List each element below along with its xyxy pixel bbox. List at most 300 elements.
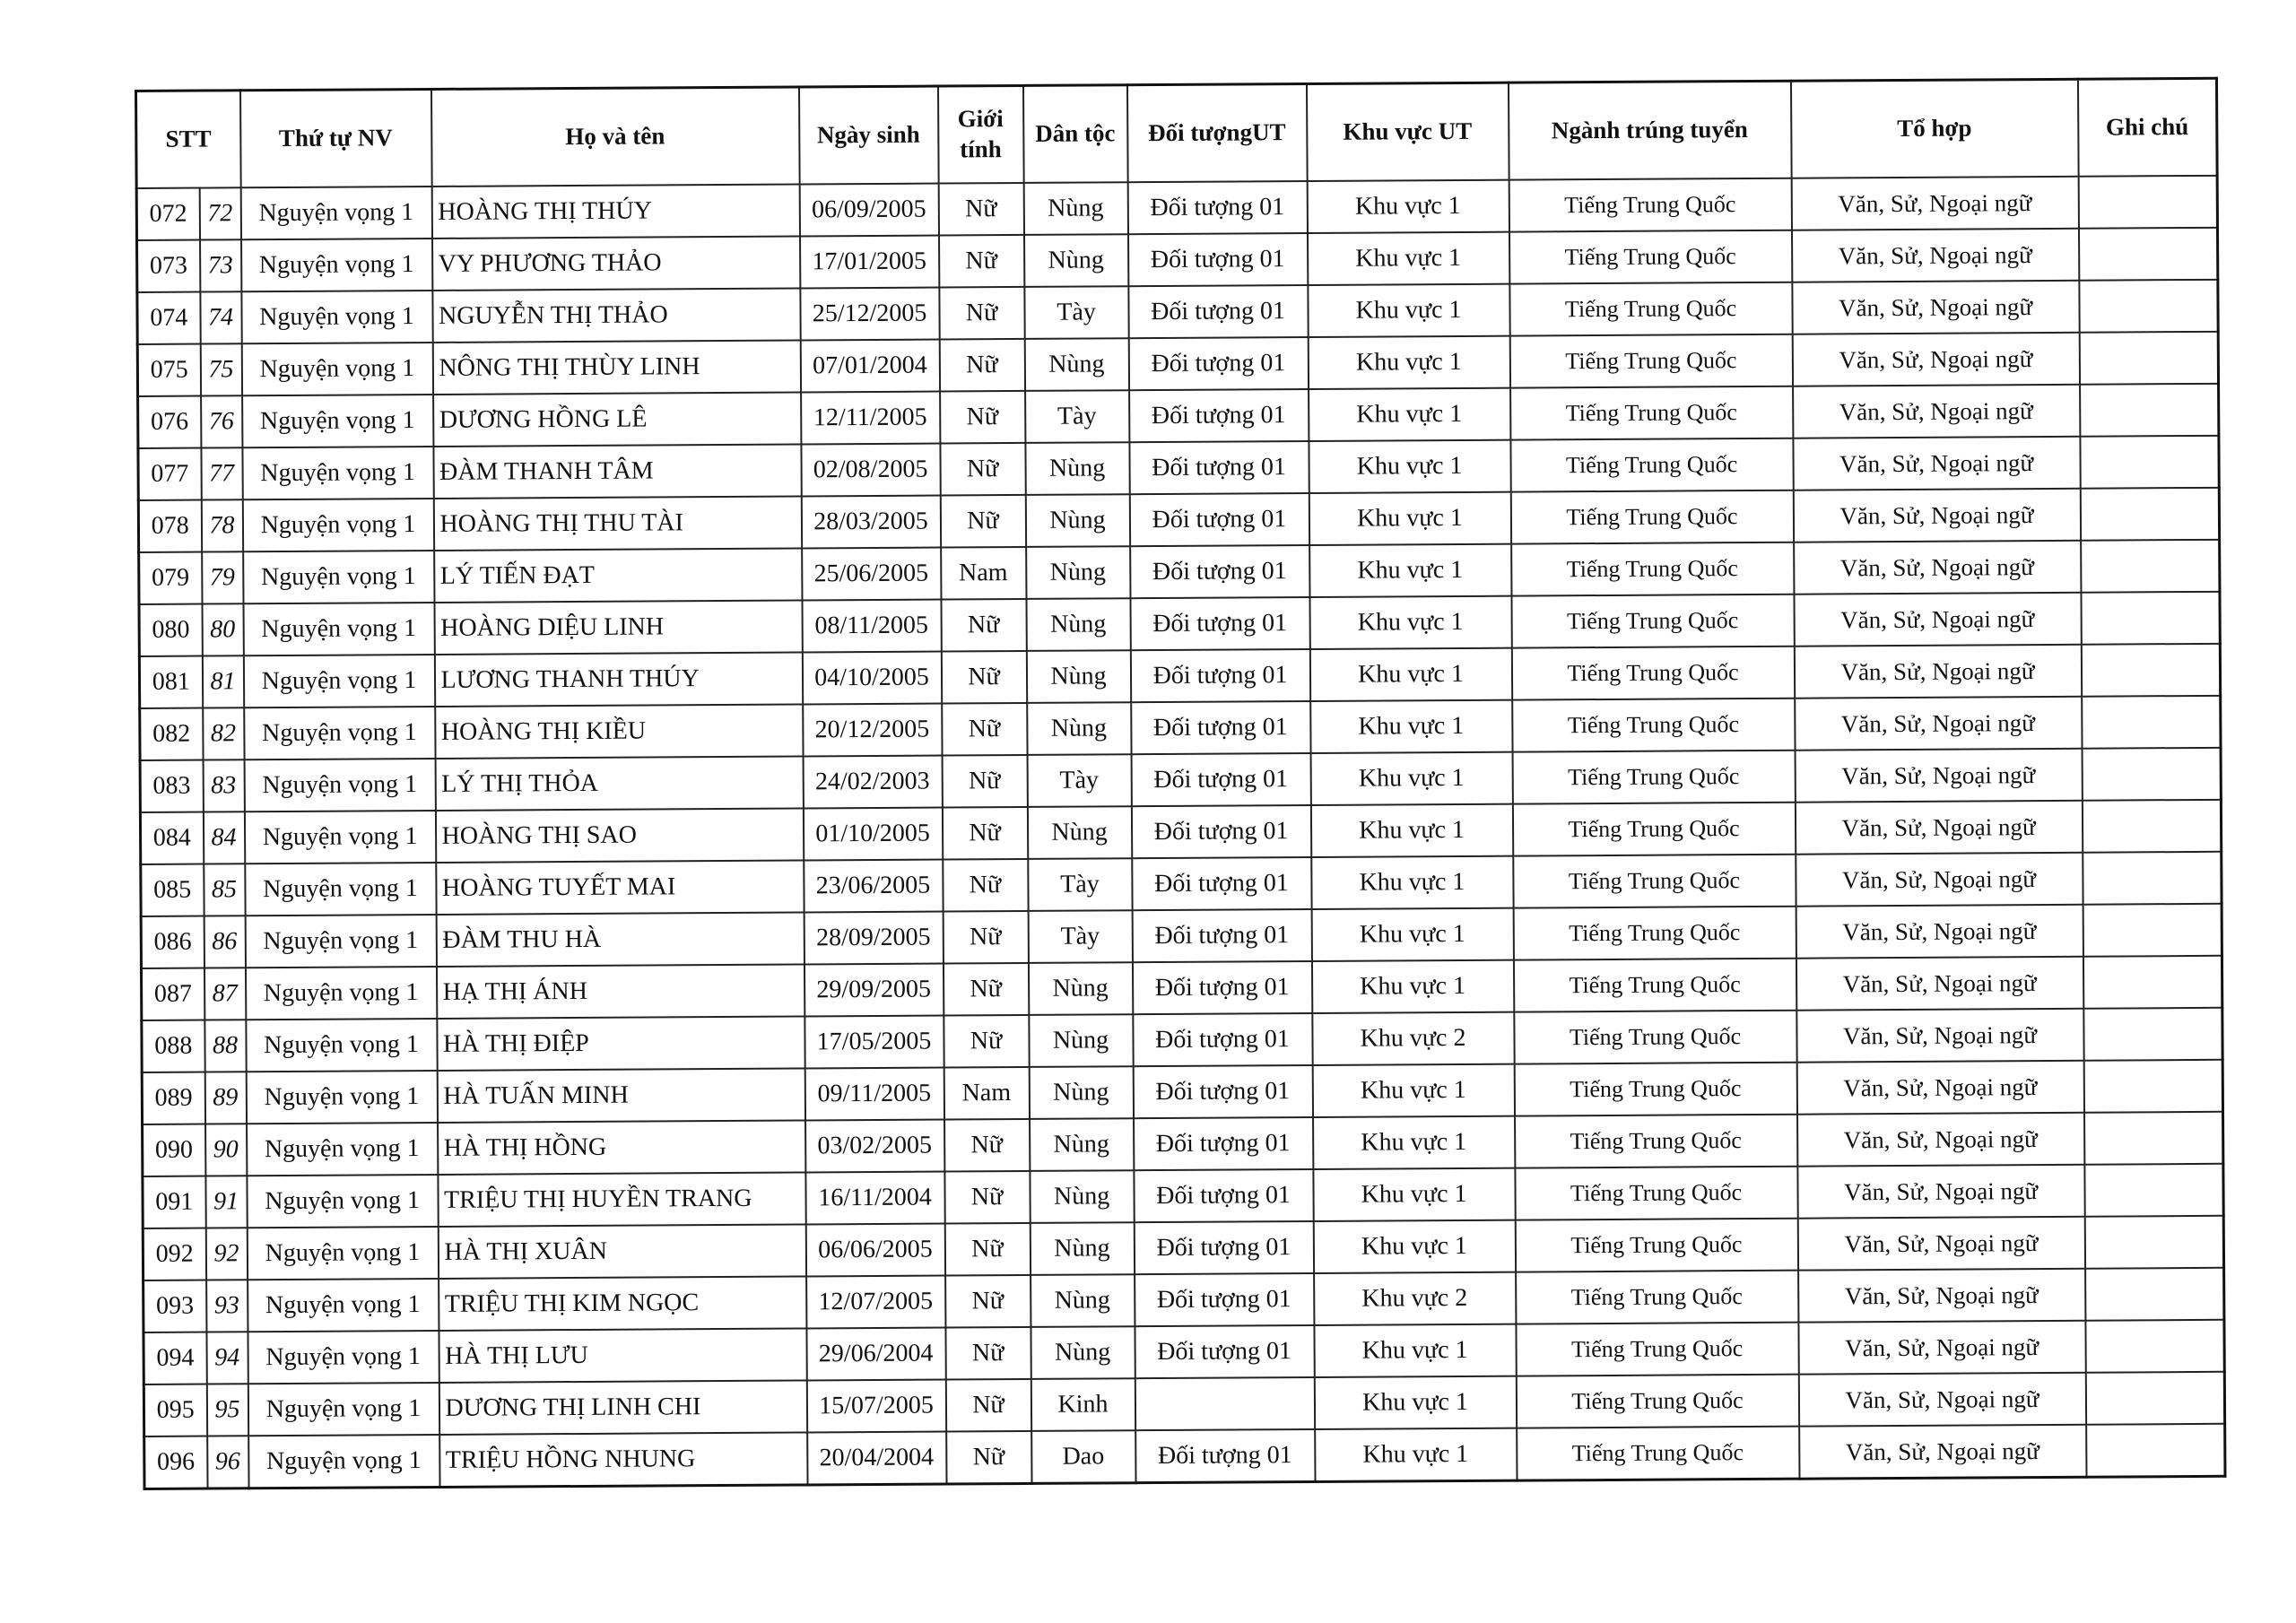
admission-table [135,77,2227,1490]
cell-dan-toc: Tày [1025,390,1129,443]
cell-gioi-tinh: Nữ [943,963,1028,1016]
cell-dan-toc: Nùng [1028,962,1132,1015]
cell-to-hop: Văn, Sử, Ngoại ngữ [1798,1269,2085,1323]
cell-khu-vuc: Khu vực 1 [1311,856,1513,909]
cell-nganh: Tiếng Trung Quốc [1513,855,1796,908]
cell-to-hop: Văn, Sử, Ngoại ngữ [1794,645,2081,699]
cell-index: 73 [200,239,241,291]
cell-nganh: Tiếng Trung Quốc [1511,595,1794,648]
cell-ho-ten: DƯƠNG HỒNG LÊ [433,392,801,447]
cell-ho-ten: HÀ THỊ HỒNG [438,1120,805,1175]
cell-ngay-sinh: 29/09/2005 [804,964,943,1017]
cell-to-hop: Văn, Sử, Ngoại ngữ [1792,281,2079,334]
cell-ghi-chu [2080,436,2219,489]
cell-ho-ten: VY PHƯƠNG THẢO [432,236,800,291]
cell-ngay-sinh: 09/11/2005 [804,1068,944,1121]
cell-ho-ten: HOÀNG THỊ THÚY [431,184,799,239]
cell-nganh: Tiếng Trung Quốc [1509,178,1791,232]
cell-to-hop: Văn, Sử, Ngoại ngữ [1796,905,2083,959]
cell-ngay-sinh: 25/06/2005 [802,548,941,601]
cell-thu-tu-nv: Nguyện vọng 1 [245,863,436,916]
cell-stt: 073 [137,240,200,292]
cell-index: 93 [206,1280,248,1332]
cell-ho-ten: DƯƠNG THỊ LINH CHI [439,1380,806,1435]
cell-nganh: Tiếng Trung Quốc [1516,1271,1798,1324]
cell-thu-tu-nv: Nguyện vọng 1 [246,1071,437,1124]
cell-gioi-tinh: Nữ [942,807,1027,860]
cell-ngay-sinh: 12/07/2005 [806,1276,945,1329]
cell-khu-vuc: Khu vực 1 [1313,1116,1515,1169]
cell-nganh: Tiếng Trung Quốc [1510,490,1793,544]
cell-ho-ten: TRIỆU THỊ HUYỀN TRANG [438,1172,805,1227]
cell-to-hop: Văn, Sử, Ngoại ngữ [1799,1425,2086,1479]
cell-ghi-chu [2083,1060,2222,1113]
cell-thu-tu-nv: Nguyện vọng 1 [242,395,433,447]
cell-doi-tuong: Đối tượng 01 [1127,181,1307,234]
cell-gioi-tinh: Nữ [942,703,1027,756]
cell-ngay-sinh: 08/11/2005 [802,600,941,653]
cell-khu-vuc: Khu vực 1 [1309,596,1511,649]
cell-stt: 091 [143,1176,205,1228]
cell-index: 91 [205,1176,247,1228]
cell-thu-tu-nv: Nguyện vọng 1 [242,499,433,551]
cell-khu-vuc: Khu vực 2 [1312,1012,1514,1065]
cell-ghi-chu [2083,1008,2222,1061]
cell-stt: 089 [142,1072,204,1124]
cell-doi-tuong: Đối tượng 01 [1128,337,1308,390]
cell-khu-vuc: Khu vực 1 [1313,1220,1515,1273]
cell-gioi-tinh: Nữ [944,1015,1029,1068]
cell-khu-vuc: Khu vực 1 [1310,700,1512,753]
cell-khu-vuc: Khu vực 1 [1307,180,1509,233]
cell-khu-vuc: Khu vực 1 [1308,284,1509,337]
cell-gioi-tinh: Nữ [939,235,1024,288]
header-doi-tuong: Đối tượngUT [1127,84,1308,183]
cell-stt: 090 [143,1124,205,1176]
cell-khu-vuc: Khu vực 1 [1314,1376,1516,1429]
cell-index: 90 [205,1124,247,1176]
cell-to-hop: Văn, Sử, Ngoại ngữ [1793,385,2080,438]
cell-nganh: Tiếng Trung Quốc [1509,230,1792,284]
cell-thu-tu-nv: Nguyện vọng 1 [245,915,436,968]
cell-ghi-chu [2083,852,2222,905]
cell-stt: 078 [138,500,201,552]
cell-stt: 080 [139,604,202,656]
scanned-page [135,77,2223,1490]
cell-stt: 075 [137,344,200,396]
cell-to-hop: Văn, Sử, Ngoại ngữ [1794,593,2081,647]
cell-doi-tuong: Đối tượng 01 [1129,389,1309,442]
cell-to-hop: Văn, Sử, Ngoại ngữ [1797,1217,2084,1271]
cell-doi-tuong: Đối tượng 01 [1128,285,1308,338]
cell-khu-vuc: Khu vực 1 [1310,752,1512,805]
cell-ghi-chu [2082,800,2221,853]
cell-gioi-tinh: Nữ [945,1327,1031,1380]
cell-dan-toc: Nùng [1024,338,1128,391]
cell-nganh: Tiếng Trung Quốc [1509,334,1792,388]
cell-ho-ten: HÀ TUẤN MINH [437,1068,804,1123]
cell-index: 78 [201,499,242,551]
cell-ho-ten: HÀ THỊ XUÂN [438,1224,805,1279]
cell-dan-toc: Nùng [1024,234,1128,287]
cell-thu-tu-nv: Nguyện vọng 1 [244,811,435,864]
cell-index: 81 [202,655,243,707]
cell-nganh: Tiếng Trung Quốc [1512,803,1795,856]
cell-doi-tuong: Đối tượng 01 [1134,1221,1313,1274]
cell-khu-vuc: Khu vực 1 [1309,648,1511,701]
cell-gioi-tinh: Nữ [946,1431,1031,1484]
cell-stt: 082 [140,708,203,760]
cell-ghi-chu [2084,1112,2223,1165]
cell-index: 86 [204,916,245,968]
cell-ghi-chu [2079,332,2218,385]
cell-dan-toc: Nùng [1030,1222,1134,1275]
cell-ho-ten: HOÀNG THỊ KIỀU [435,704,803,759]
header-row [136,78,2218,188]
cell-ngay-sinh: 17/01/2005 [800,236,939,289]
cell-to-hop: Văn, Sử, Ngoại ngữ [1792,229,2079,282]
cell-stt: 074 [137,292,200,344]
cell-dan-toc: Tày [1028,858,1132,911]
cell-ngay-sinh: 28/09/2005 [804,912,943,965]
cell-index: 92 [205,1228,247,1280]
cell-stt: 095 [144,1384,206,1436]
cell-ghi-chu [2084,1164,2223,1217]
cell-dan-toc: Nùng [1027,702,1131,755]
cell-khu-vuc: Khu vực 1 [1309,492,1510,545]
cell-to-hop: Văn, Sử, Ngoại ngữ [1793,437,2080,490]
cell-thu-tu-nv: Nguyện vọng 1 [248,1383,439,1436]
cell-ngay-sinh: 04/10/2005 [802,652,941,705]
cell-dan-toc: Nùng [1029,1014,1133,1067]
cell-ho-ten: HOÀNG THỊ SAO [435,808,803,863]
cell-index: 72 [199,187,240,239]
cell-dan-toc: Dao [1031,1430,1135,1483]
cell-gioi-tinh: Nữ [945,1275,1031,1328]
cell-ho-ten: NÔNG THỊ THÙY LINH [432,340,800,395]
cell-nganh: Tiếng Trung Quốc [1511,542,1794,596]
cell-khu-vuc: Khu vực 1 [1311,960,1513,1013]
cell-ngay-sinh: 07/01/2004 [800,340,939,393]
cell-nganh: Tiếng Trung Quốc [1516,1375,1798,1428]
cell-gioi-tinh: Nữ [938,183,1023,236]
cell-ho-ten: LÝ TIẾN ĐẠT [434,548,802,603]
cell-ghi-chu [2080,384,2219,437]
cell-nganh: Tiếng Trung Quốc [1513,907,1796,960]
cell-dan-toc: Nùng [1030,1170,1134,1223]
cell-gioi-tinh: Nữ [939,287,1024,340]
cell-ghi-chu [2082,696,2221,749]
cell-ho-ten: NGUYỄN THỊ THẢO [432,288,800,343]
cell-dan-toc: Nùng [1025,442,1129,495]
cell-doi-tuong: Đối tượng 01 [1135,1325,1314,1378]
cell-to-hop: Văn, Sử, Ngoại ngữ [1796,957,2083,1011]
cell-khu-vuc: Khu vực 1 [1310,804,1512,857]
cell-gioi-tinh: Nữ [940,391,1025,444]
cell-ngay-sinh: 15/07/2005 [806,1380,945,1433]
cell-index: 95 [206,1384,248,1436]
cell-ghi-chu [2078,176,2217,229]
cell-khu-vuc: Khu vực 1 [1312,1064,1514,1117]
cell-doi-tuong: Đối tượng 01 [1134,1117,1313,1170]
cell-gioi-tinh: Nữ [942,755,1027,808]
cell-thu-tu-nv: Nguyện vọng 1 [242,447,433,499]
cell-to-hop: Văn, Sử, Ngoại ngữ [1796,853,2083,907]
cell-doi-tuong: Đối tượng 01 [1131,701,1310,754]
cell-nganh: Tiếng Trung Quốc [1509,282,1792,336]
cell-ho-ten: TRIỆU THỊ KIM NGỌC [439,1276,806,1331]
cell-doi-tuong: Đối tượng 01 [1128,233,1308,286]
cell-thu-tu-nv: Nguyện vọng 1 [243,655,434,707]
cell-thu-tu-nv: Nguyện vọng 1 [247,1227,438,1280]
cell-dan-toc: Nùng [1031,1326,1135,1379]
cell-ghi-chu [2086,1424,2225,1477]
cell-thu-tu-nv: Nguyện vọng 1 [247,1175,438,1228]
cell-dan-toc: Nùng [1026,650,1130,703]
cell-stt: 081 [139,656,202,708]
cell-doi-tuong: Đối tượng 01 [1135,1273,1314,1326]
cell-thu-tu-nv: Nguyện vọng 1 [244,759,435,812]
cell-to-hop: Văn, Sử, Ngoại ngữ [1796,1061,2083,1115]
cell-khu-vuc: Khu vực 1 [1308,336,1509,389]
cell-doi-tuong [1135,1377,1314,1430]
cell-nganh: Tiếng Trung Quốc [1510,386,1793,440]
cell-index: 80 [202,603,243,655]
cell-khu-vuc: Khu vực 1 [1314,1324,1516,1377]
cell-nganh: Tiếng Trung Quốc [1512,751,1795,804]
cell-gioi-tinh: Nữ [940,495,1025,548]
cell-to-hop: Văn, Sử, Ngoại ngữ [1797,1113,2084,1167]
header-to-hop: Tổ hợp [1790,79,2078,178]
cell-stt: 088 [142,1020,204,1072]
cell-dan-toc: Nùng [1027,806,1131,859]
cell-khu-vuc: Khu vực 1 [1311,908,1513,961]
cell-to-hop: Văn, Sử, Ngoại ngữ [1797,1165,2084,1219]
cell-thu-tu-nv: Nguyện vọng 1 [245,967,436,1020]
cell-ho-ten: HOÀNG THỊ THU TÀI [433,496,801,551]
cell-ghi-chu [2085,1320,2224,1373]
cell-ngay-sinh: 25/12/2005 [800,288,939,341]
cell-thu-tu-nv: Nguyện vọng 1 [240,187,431,239]
cell-index: 88 [204,1020,246,1072]
cell-index: 75 [200,343,241,395]
table-body [136,176,2225,1489]
cell-gioi-tinh: Nữ [941,599,1026,652]
cell-ngay-sinh: 20/12/2005 [803,704,942,757]
cell-to-hop: Văn, Sử, Ngoại ngữ [1793,489,2080,542]
cell-khu-vuc: Khu vực 2 [1314,1272,1516,1325]
cell-thu-tu-nv: Nguyện vọng 1 [248,1435,439,1488]
cell-nganh: Tiếng Trung Quốc [1515,1219,1797,1272]
cell-doi-tuong: Đối tượng 01 [1135,1429,1315,1483]
cell-nganh: Tiếng Trung Quốc [1511,647,1794,700]
cell-ngay-sinh: 16/11/2004 [805,1172,944,1225]
cell-stt: 087 [141,968,204,1020]
cell-thu-tu-nv: Nguyện vọng 1 [248,1331,439,1384]
cell-gioi-tinh: Nam [941,547,1026,600]
header-khu-vuc: Khu vực UT [1307,82,1509,181]
cell-gioi-tinh: Nữ [939,339,1024,392]
cell-to-hop: Văn, Sử, Ngoại ngữ [1796,1009,2083,1063]
cell-ho-ten: ĐÀM THU HÀ [436,912,804,967]
cell-ho-ten: HÀ THỊ ĐIỆP [437,1016,804,1071]
cell-khu-vuc: Khu vực 1 [1309,388,1510,441]
cell-dan-toc: Nùng [1023,182,1127,235]
cell-stt: 083 [140,760,203,812]
cell-ngay-sinh: 20/04/2004 [807,1432,946,1485]
cell-ngay-sinh: 03/02/2005 [805,1120,944,1173]
cell-to-hop: Văn, Sử, Ngoại ngữ [1798,1373,2085,1427]
cell-ho-ten: LÝ THỊ THỎA [435,756,803,811]
cell-ho-ten: HOÀNG DIỆU LINH [434,600,802,655]
cell-index: 74 [200,291,241,343]
cell-stt: 084 [140,812,203,864]
cell-index: 77 [201,447,242,499]
cell-to-hop: Văn, Sử, Ngoại ngữ [1795,749,2082,803]
cell-nganh: Tiếng Trung Quốc [1514,1063,1796,1116]
cell-to-hop: Văn, Sử, Ngoại ngữ [1795,801,2082,855]
cell-index: 94 [206,1332,248,1384]
cell-ngay-sinh: 28/03/2005 [801,496,940,549]
cell-khu-vuc: Khu vực 1 [1308,232,1509,285]
cell-doi-tuong: Đối tượng 01 [1131,753,1310,806]
cell-ho-ten: HẠ THỊ ÁNH [436,964,804,1019]
cell-nganh: Tiếng Trung Quốc [1517,1427,1799,1480]
header-stt: STT [136,91,241,188]
cell-doi-tuong: Đối tượng 01 [1131,805,1310,858]
cell-stt: 076 [138,396,201,448]
cell-doi-tuong: Đối tượng 01 [1132,909,1311,962]
cell-index: 76 [201,395,242,447]
cell-to-hop: Văn, Sử, Ngoại ngữ [1794,541,2081,595]
cell-stt: 077 [138,448,201,500]
cell-stt: 079 [139,552,202,604]
cell-ho-ten: TRIỆU HỒNG NHUNG [439,1432,807,1487]
header-ngay-sinh: Ngày sinh [799,86,939,184]
cell-ghi-chu [2082,748,2221,801]
cell-thu-tu-nv: Nguyện vọng 1 [243,603,434,655]
cell-gioi-tinh: Nữ [943,911,1028,964]
cell-thu-tu-nv: Nguyện vọng 1 [247,1123,438,1176]
cell-stt: 092 [143,1228,205,1280]
cell-nganh: Tiếng Trung Quốc [1512,699,1795,752]
header-dan-toc: Dân tộc [1023,85,1128,183]
cell-doi-tuong: Đối tượng 01 [1132,857,1311,910]
cell-doi-tuong: Đối tượng 01 [1130,597,1309,650]
header-thu-tu-nv: Thứ tự NV [240,89,432,187]
cell-stt: 096 [144,1436,207,1489]
cell-gioi-tinh: Nữ [941,651,1026,704]
table-header [136,78,2218,188]
cell-index: 82 [203,707,244,759]
cell-to-hop: Văn, Sử, Ngoại ngữ [1798,1321,2085,1375]
cell-dan-toc: Nùng [1026,546,1130,599]
cell-to-hop: Văn, Sử, Ngoại ngữ [1795,697,2082,751]
cell-ngay-sinh: 12/11/2005 [801,392,940,445]
cell-dan-toc: Nùng [1029,1066,1133,1119]
cell-ngay-sinh: 23/06/2005 [804,860,943,913]
cell-thu-tu-nv: Nguyện vọng 1 [244,707,435,759]
cell-ghi-chu [2079,228,2218,281]
cell-thu-tu-nv: Nguyện vọng 1 [241,239,432,291]
cell-gioi-tinh: Nữ [944,1171,1030,1224]
cell-ghi-chu [2080,488,2219,541]
cell-doi-tuong: Đối tượng 01 [1133,1065,1312,1118]
cell-ghi-chu [2081,592,2220,645]
cell-index: 84 [203,812,244,864]
header-ho-ten: Họ và tên [431,87,800,187]
cell-ghi-chu [2085,1268,2224,1321]
cell-ngay-sinh: 29/06/2004 [806,1328,945,1381]
cell-ghi-chu [2083,956,2222,1009]
cell-dan-toc: Tày [1027,754,1131,807]
cell-thu-tu-nv: Nguyện vọng 1 [241,343,432,395]
cell-stt: 086 [141,916,204,968]
cell-nganh: Tiếng Trung Quốc [1515,1167,1797,1220]
cell-stt: 094 [144,1332,206,1384]
cell-gioi-tinh: Nữ [944,1223,1030,1276]
cell-dan-toc: Tày [1028,910,1132,963]
cell-ho-ten: HOÀNG TUYẾT MAI [436,860,804,915]
cell-ngay-sinh: 24/02/2003 [803,756,942,809]
cell-khu-vuc: Khu vực 1 [1309,440,1510,493]
cell-ghi-chu [2084,1216,2223,1269]
cell-doi-tuong: Đối tượng 01 [1130,649,1309,702]
cell-doi-tuong: Đối tượng 01 [1130,545,1309,598]
cell-dan-toc: Nùng [1030,1118,1134,1171]
cell-index: 83 [203,759,244,812]
cell-ho-ten: ĐÀM THANH TÂM [433,444,801,499]
cell-doi-tuong: Đối tượng 01 [1132,961,1311,1014]
cell-stt: 093 [144,1280,206,1332]
cell-index: 96 [207,1436,248,1488]
cell-to-hop: Văn, Sử, Ngoại ngữ [1792,333,2079,386]
cell-ngay-sinh: 06/06/2005 [805,1224,944,1277]
cell-gioi-tinh: Nữ [944,1119,1030,1172]
cell-doi-tuong: Đối tượng 01 [1134,1169,1313,1222]
cell-ghi-chu [2081,644,2220,697]
header-nganh: Ngành trúng tuyển [1508,81,1791,179]
cell-stt: 072 [136,188,199,240]
cell-stt: 085 [141,864,204,916]
cell-ghi-chu [2081,540,2220,593]
cell-dan-toc: Nùng [1031,1274,1135,1327]
header-gioi-tinh: Giới tính [938,85,1024,183]
cell-ho-ten: HÀ THỊ LƯU [439,1328,806,1383]
cell-khu-vuc: Khu vực 1 [1313,1168,1515,1221]
cell-ghi-chu [2083,904,2222,957]
cell-nganh: Tiếng Trung Quốc [1510,438,1793,492]
cell-dan-toc: Kinh [1031,1378,1135,1431]
cell-ngay-sinh: 06/09/2005 [799,184,938,237]
cell-ngay-sinh: 01/10/2005 [803,808,942,861]
cell-to-hop: Văn, Sử, Ngoại ngữ [1791,177,2078,230]
cell-khu-vuc: Khu vực 1 [1315,1428,1517,1482]
cell-gioi-tinh: Nữ [940,443,1025,496]
cell-gioi-tinh: Nữ [943,859,1028,912]
cell-ho-ten: LƯƠNG THANH THÚY [434,652,802,707]
cell-nganh: Tiếng Trung Quốc [1513,959,1796,1012]
cell-gioi-tinh: Nữ [945,1379,1031,1432]
cell-ghi-chu [2085,1372,2224,1425]
cell-doi-tuong: Đối tượng 01 [1129,493,1309,546]
cell-nganh: Tiếng Trung Quốc [1515,1115,1797,1168]
cell-gioi-tinh: Nam [944,1067,1029,1120]
cell-thu-tu-nv: Nguyện vọng 1 [248,1279,439,1332]
cell-ngay-sinh: 02/08/2005 [801,444,940,497]
cell-ghi-chu [2079,280,2218,333]
cell-thu-tu-nv: Nguyện vọng 1 [241,291,432,343]
